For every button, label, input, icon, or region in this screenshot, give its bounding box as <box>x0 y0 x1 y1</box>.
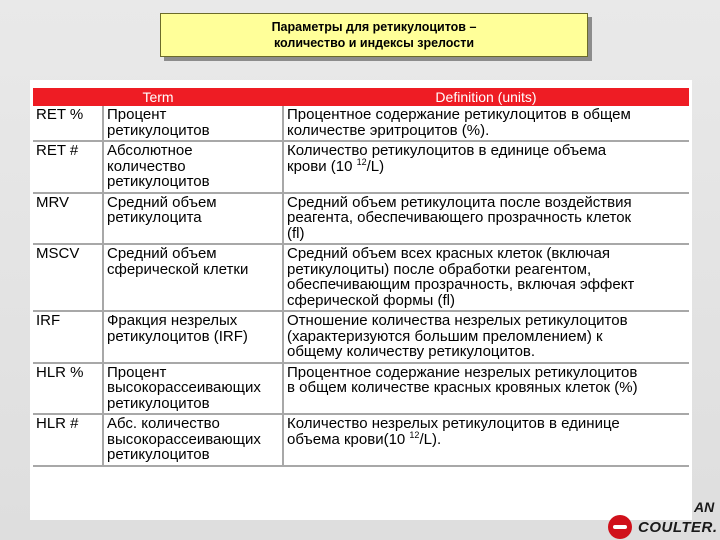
definition-text: объема крови(10 <box>287 430 410 448</box>
abbreviation-text: MSCV <box>36 245 80 262</box>
abbreviation-text: IRF <box>36 312 61 329</box>
definition-line: обеспечивающим прозрачность, включая эффект <box>287 276 635 293</box>
slide-title-line-2: количество и индексы зрелости <box>273 36 475 50</box>
unit-text: /L). <box>419 430 442 448</box>
term-line: Процент <box>107 106 167 123</box>
term-line: Абс. количество <box>107 415 220 432</box>
term-line: количество <box>107 157 186 175</box>
table-row <box>33 311 689 363</box>
definition-line: (fl) <box>287 224 305 242</box>
term-line: Фракция незрелых <box>107 312 238 329</box>
logo-text-line-2: COULTER. <box>638 519 718 536</box>
logo-text-line-1: AN <box>694 499 715 515</box>
cell-term <box>103 414 283 466</box>
cell-abbreviation <box>33 363 103 415</box>
definition-line: Отношение количества незрелых ретикулоцитов <box>287 312 628 329</box>
definition-line: реагента, обеспечивающего прозрачность клеток <box>287 209 632 226</box>
definition-line: количестве эритроцитов (%). <box>287 121 490 139</box>
table-row <box>33 414 689 466</box>
beckman-coulter-logo <box>602 497 720 540</box>
definition-line: Средний объем ретикулоцита после воздействия <box>287 193 632 211</box>
definition-line-with-superscript <box>287 429 686 448</box>
table-row <box>33 244 689 311</box>
cell-abbreviation <box>33 414 103 466</box>
logo-mark-icon <box>608 515 632 539</box>
term-line: Процент <box>107 363 167 381</box>
cell-term <box>103 193 283 245</box>
term-line: Средний объем <box>107 193 217 211</box>
cell-definition <box>283 244 689 311</box>
term-line: ретикулоцитов <box>107 446 210 463</box>
cell-abbreviation <box>33 244 103 311</box>
cell-term <box>103 244 283 311</box>
slide-title <box>160 13 588 57</box>
cell-term <box>103 363 283 415</box>
slide-title-line-1: Параметры для ретикулоцитов – <box>271 20 477 34</box>
cell-definition <box>283 193 689 245</box>
table-row <box>33 106 689 141</box>
definition-line: Процентное содержание ретикулоцитов в общем <box>287 106 631 123</box>
slide-content <box>30 80 692 520</box>
term-line: ретикулоцитов <box>107 173 210 190</box>
header-definition: Definition (units) <box>283 88 689 106</box>
exponent: 12 <box>409 429 420 440</box>
term-line: ретикулоцитов (IRF) <box>107 327 248 345</box>
table-row <box>33 363 689 415</box>
term-line: высокорассеивающих <box>107 379 261 396</box>
cell-abbreviation <box>33 106 103 141</box>
cell-definition <box>283 363 689 415</box>
term-line: ретикулоцитов <box>107 394 210 412</box>
reticulocyte-parameters-table <box>33 88 689 467</box>
table-header-row <box>33 88 689 106</box>
table-row <box>33 141 689 193</box>
exponent: 12 <box>356 156 367 167</box>
cell-term <box>103 311 283 363</box>
term-line: ретикулоцита <box>107 209 202 226</box>
term-line: Средний объем <box>107 245 217 262</box>
term-line: сферической клетки <box>107 260 249 278</box>
definition-line-with-superscript <box>287 156 686 175</box>
term-line: ретикулоцитов <box>107 121 210 139</box>
unit-text: /L) <box>366 157 385 175</box>
cell-definition <box>283 311 689 363</box>
cell-term <box>103 106 283 141</box>
definition-text: крови (10 <box>287 157 357 175</box>
definition-line: Количество незрелых ретикулоцитов в единице <box>287 415 620 432</box>
definition-line: ретикулоциты) после обработки реагентом, <box>287 260 592 278</box>
abbreviation-text: RET # <box>36 142 79 159</box>
abbreviation-text: HLR # <box>36 415 79 432</box>
definition-line: Процентное содержание незрелых ретикулоцитов <box>287 363 638 381</box>
table-body <box>33 106 689 466</box>
definition-line: Количество ретикулоцитов в единице объема <box>287 142 607 159</box>
cell-abbreviation <box>33 141 103 193</box>
cell-definition <box>283 414 689 466</box>
table-row <box>33 193 689 245</box>
definition-line: Средний объем всех красных клеток (включая <box>287 245 610 262</box>
definition-line: общему количеству ретикулоцитов. <box>287 343 536 360</box>
cell-definition <box>283 141 689 193</box>
abbreviation-text: HLR % <box>36 363 84 381</box>
cell-term <box>103 141 283 193</box>
abbreviation-text: MRV <box>36 193 70 211</box>
abbreviation-text: RET % <box>36 106 84 123</box>
definition-line: (характеризуются большим преломлением) к <box>287 327 603 345</box>
cell-abbreviation <box>33 193 103 245</box>
definition-line: сферической формы (fl) <box>287 291 455 309</box>
term-line: высокорассеивающих <box>107 430 261 448</box>
definition-line: в общем количестве красных кровяных клеток (%) <box>287 379 638 396</box>
term-line: Абсолютное <box>107 142 193 159</box>
cell-abbreviation <box>33 311 103 363</box>
cell-definition <box>283 106 689 141</box>
header-term: Term <box>33 88 283 106</box>
